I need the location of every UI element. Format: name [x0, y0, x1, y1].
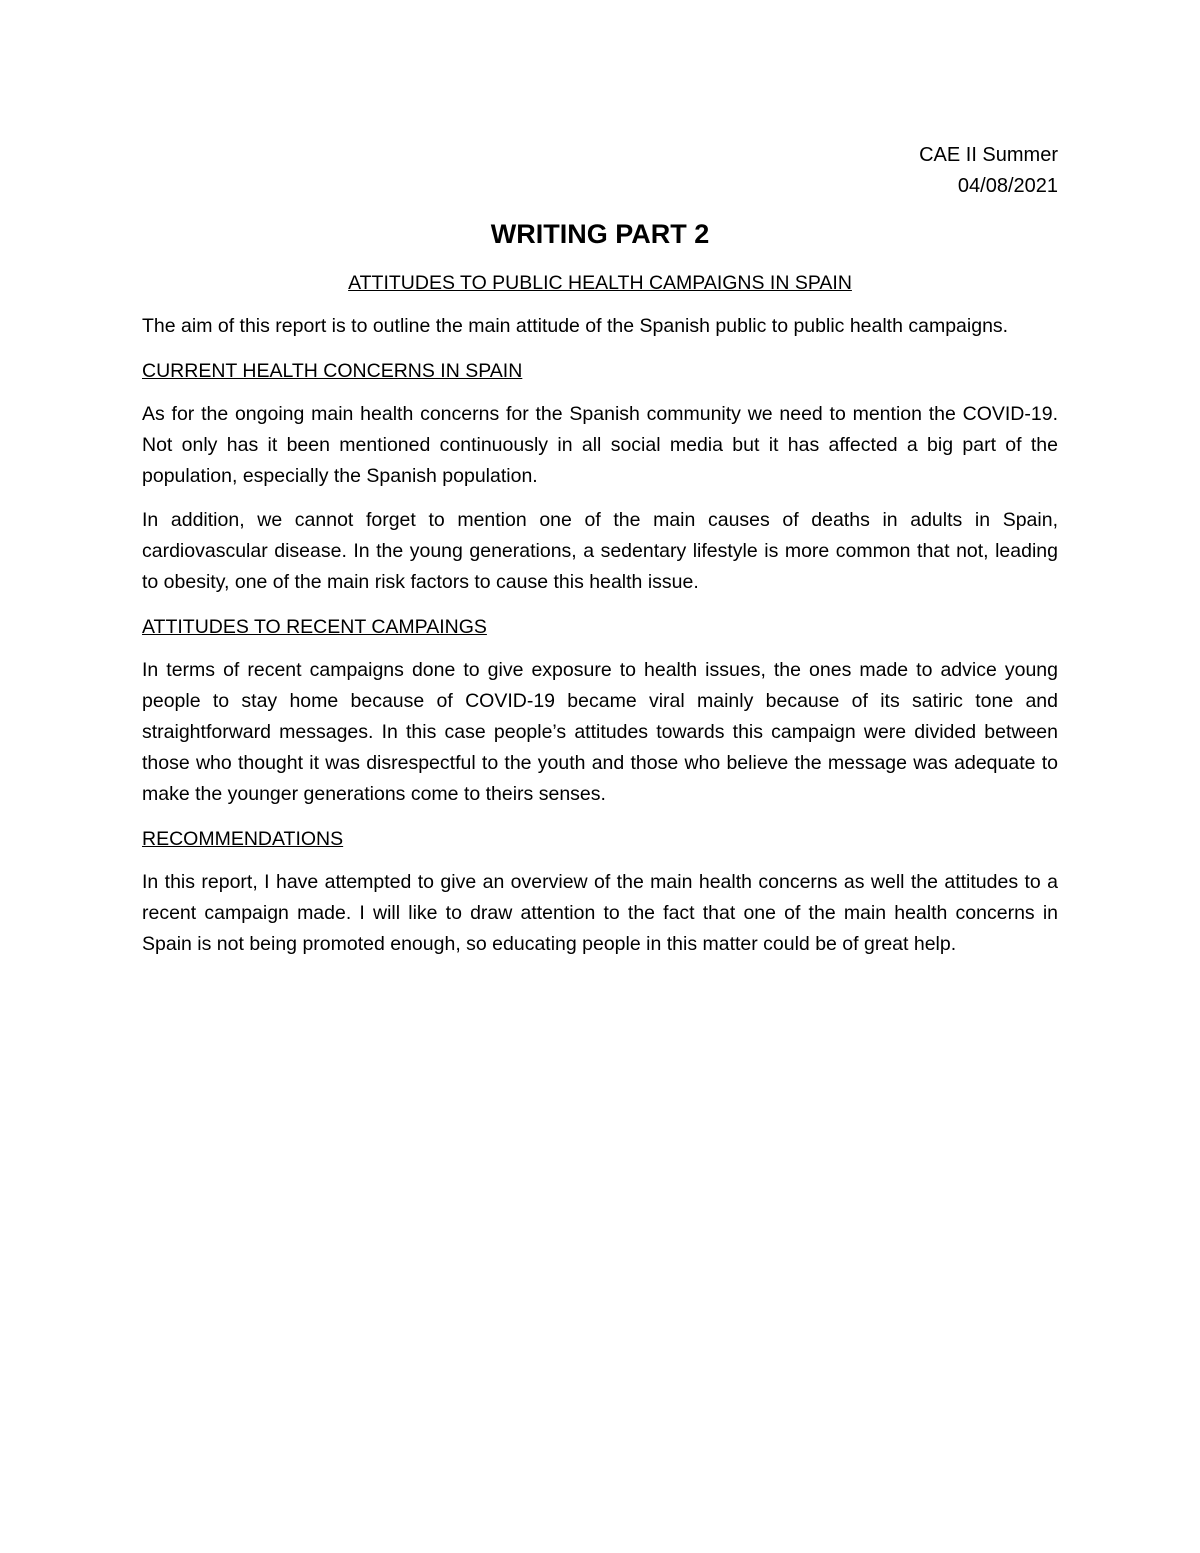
intro-paragraph: The aim of this report is to outline the main attitude of the Spanish public to public health campaigns. — [142, 315, 1009, 337]
date-label: 04/08/2021 — [957, 175, 1058, 197]
header-block — [142, 140, 1058, 202]
section-heading-recommendations: RECOMMENDATIONS — [142, 828, 344, 850]
section-paragraph: As for the ongoing main health concerns for the Spanish community we need to mention the COVID-19. Not only has it been mentioned continuously in all social media but it has affected a big part of the population, especially the Spanish population. — [142, 403, 1058, 487]
section-paragraph: In terms of recent campaigns done to give exposure to health issues, the ones made to advice young people to stay home because of COVID-19 became viral mainly because of its satiric tone and straightforward messages. In this case people’s attitudes towards this campaign were divided between those who thought it was disrespectful to the youth and those who believe the message was adequate to make the younger generations come to theirs senses. — [142, 659, 1058, 805]
document-title: WRITING PART 2 — [490, 219, 710, 249]
course-label: CAE II Summer — [919, 144, 1058, 166]
section-heading-attitudes-to-recent-campaigns: ATTITUDES TO RECENT CAMPAINGS — [142, 616, 487, 638]
document-content — [142, 140, 1058, 960]
document-subtitle: ATTITUDES TO PUBLIC HEALTH CAMPAIGNS IN SPAIN — [348, 272, 852, 294]
section-heading-current-health-concerns: CURRENT HEALTH CONCERNS IN SPAIN — [142, 360, 523, 382]
section-paragraph: In this report, I have attempted to give an overview of the main health concerns as well the attitudes to a recent campaign made. I will like to draw attention to the fact that one of the main health concerns in Spain is not being promoted enough, so educating people in this matter could be of great help. — [142, 871, 1058, 955]
section-paragraph: In addition, we cannot forget to mention one of the main causes of deaths in adults in Spain, cardiovascular disease. In the young generations, a sedentary lifestyle is more common that not, leading to obesity, one of the main risk factors to cause this health issue. — [142, 509, 1058, 593]
